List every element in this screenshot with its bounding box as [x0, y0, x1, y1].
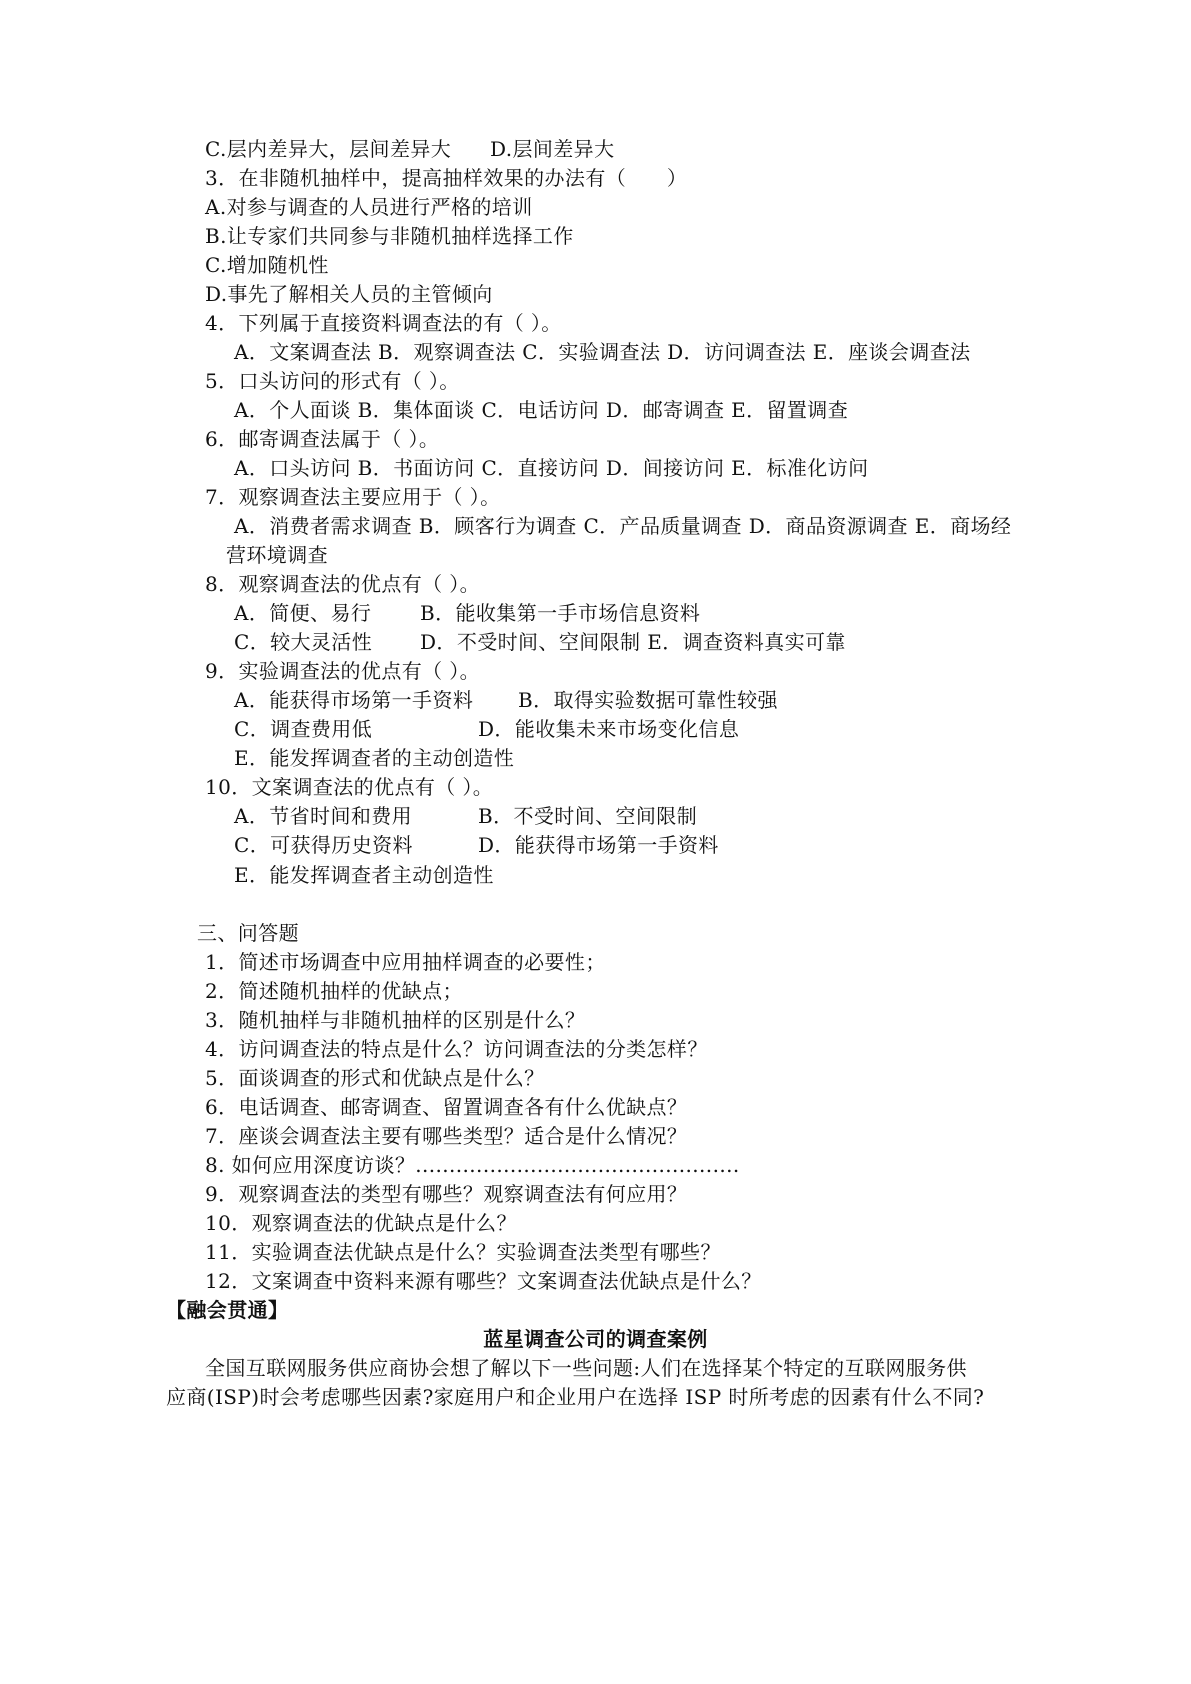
- q9-stem: 9．实验调查法的优点有（ ）。: [205, 659, 481, 683]
- q4-stem: 4．下列属于直接资料调查法的有（ ）。: [205, 311, 562, 335]
- qa-item: 7．座谈会调查法主要有哪些类型？适合是什么情况？: [205, 1124, 688, 1148]
- qa-item: 8. 如何应用深度访谈？................................................: [205, 1153, 740, 1177]
- q7-options-line2: 营环境调查: [226, 543, 328, 567]
- q3-option-c: C.增加随机性: [205, 253, 329, 277]
- q6-stem: 6．邮寄调查法属于（ ）。: [205, 427, 440, 451]
- q2-option-c: C.层内差异大，层间差异大: [205, 137, 452, 161]
- qa-item: 5．面谈调查的形式和优缺点是什么？: [205, 1066, 545, 1090]
- q8-option-a: A．简便、易行: [234, 601, 372, 625]
- case-paragraph-line1: 全国互联网服务供应商协会想了解以下一些问题:人们在选择某个特定的互联网服务供: [205, 1356, 967, 1380]
- q8-option-de: D．不受时间、空间限制 E．调查资料真实可靠: [420, 630, 846, 654]
- q3-option-d: D.事先了解相关人员的主管倾向: [205, 282, 493, 306]
- q5-options: A．个人面谈 B．集体面谈 C．电话访问 D．邮寄调查 E．留置调查: [234, 398, 849, 422]
- q9-option-a: A．能获得市场第一手资料: [234, 688, 474, 712]
- qa-item: 3．随机抽样与非随机抽样的区别是什么？: [205, 1008, 586, 1032]
- q8-option-b: B．能收集第一手市场信息资料: [420, 601, 701, 625]
- qa-item: 6．电话调查、邮寄调查、留置调查各有什么优缺点？: [205, 1095, 688, 1119]
- q10-option-e: E．能发挥调查者主动创造性: [234, 863, 494, 887]
- q6-options: A．口头访问 B．书面访问 C．直接访问 D．间接访问 E．标准化访问: [234, 456, 869, 480]
- case-title: 蓝星调查公司的调查案例: [483, 1327, 708, 1351]
- q3-option-b: B.让专家们共同参与非随机抽样选择工作: [205, 224, 574, 248]
- q9-option-c: C．调查费用低: [234, 717, 373, 741]
- q7-options-line1: A．消费者需求调查 B．顾客行为调查 C．产品质量调查 D．商品资源调查 E．商场经: [234, 514, 1012, 538]
- qa-item: 12．文案调查中资料来源有哪些？文案调查法优缺点是什么？: [205, 1269, 762, 1293]
- q4-options: A．文案调查法 B．观察调查法 C．实验调查法 D．访问调查法 E．座谈会调查法: [234, 340, 971, 364]
- q8-option-c: C．较大灵活性: [234, 630, 373, 654]
- q8-stem: 8．观察调查法的优点有（ ）。: [205, 572, 481, 596]
- q10-option-d: D．能获得市场第一手资料: [478, 833, 719, 857]
- qa-item: 1．简述市场调查中应用抽样调查的必要性；: [205, 950, 606, 974]
- q9-option-d: D．能收集未来市场变化信息: [478, 717, 740, 741]
- q3-stem: 3．在非随机抽样中，提高抽样效果的办法有（ ）: [205, 166, 688, 190]
- q10-option-b: B．不受时间、空间限制: [478, 804, 698, 828]
- qa-item: 10．观察调查法的优缺点是什么？: [205, 1211, 517, 1235]
- q9-option-e: E．能发挥调查者的主动创造性: [234, 746, 515, 770]
- q10-option-c: C．可获得历史资料: [234, 833, 413, 857]
- q9-option-b: B．取得实验数据可靠性较强: [518, 688, 778, 712]
- q7-stem: 7．观察调查法主要应用于（ ）。: [205, 485, 501, 509]
- qa-item: 11．实验调查法优缺点是什么？实验调查法类型有哪些？: [205, 1240, 721, 1264]
- qa-item: 2．简述随机抽样的优缺点；: [205, 979, 463, 1003]
- section-label: 【融会贯通】: [166, 1298, 289, 1322]
- q10-stem: 10．文案调查法的优点有（ ）。: [205, 775, 494, 799]
- qa-item: 9．观察调查法的类型有哪些？观察调查法有何应用？: [205, 1182, 688, 1206]
- case-paragraph-line2: 应商(ISP)时会考虑哪些因素?家庭用户和企业用户在选择 ISP 时所考虑的因素有什么不同?: [166, 1385, 985, 1409]
- qa-item: 4．访问调查法的特点是什么？访问调查法的分类怎样？: [205, 1037, 708, 1061]
- q5-stem: 5．口头访问的形式有（ ）。: [205, 369, 460, 393]
- qa-heading: 三、问答题: [197, 921, 299, 945]
- q10-option-a: A．节省时间和费用: [234, 804, 413, 828]
- q3-option-a: A.对参与调查的人员进行严格的培训: [205, 195, 533, 219]
- q2-option-d: D.层间差异大: [490, 137, 615, 161]
